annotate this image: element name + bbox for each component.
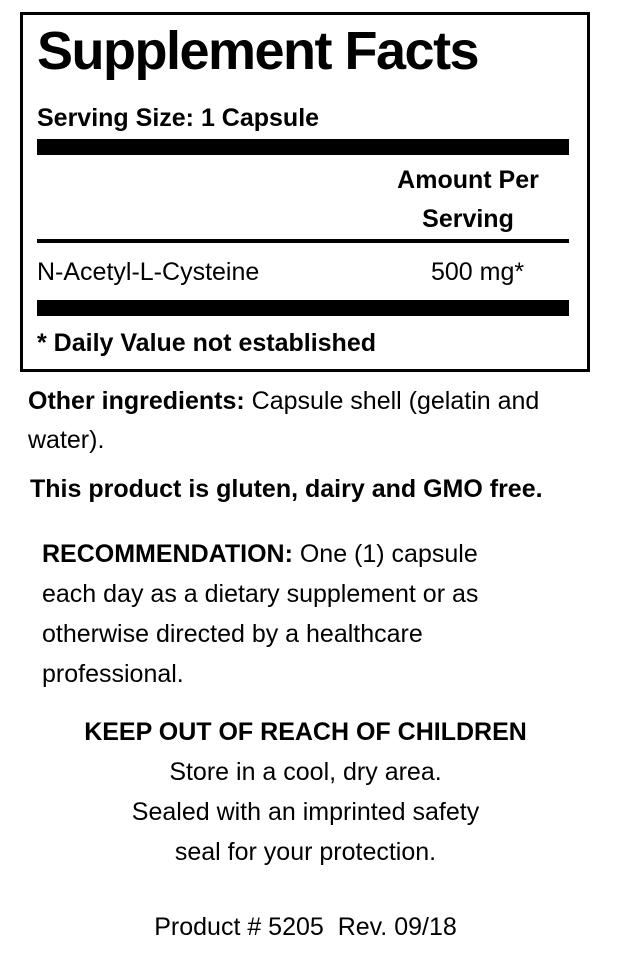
thin-divider bbox=[37, 239, 569, 243]
recommendation-line2: each day as a dietary supplement or as bbox=[42, 580, 479, 608]
thick-divider-bottom bbox=[37, 300, 569, 316]
allergen-free-statement: This product is gluten, dairy and GMO free. bbox=[30, 475, 543, 503]
serving-size: Serving Size: 1 Capsule bbox=[37, 104, 320, 132]
thick-divider-top bbox=[37, 139, 569, 155]
amount-per-serving-header bbox=[383, 161, 553, 239]
product-number: Product # 5205 Rev. 09/18 bbox=[154, 913, 457, 941]
recommendation-label: RECOMMENDATION: bbox=[42, 540, 293, 568]
warning-title: KEEP OUT OF REACH OF CHILDREN bbox=[84, 718, 527, 746]
warning-line3: seal for your protection. bbox=[174, 838, 437, 866]
recommendation-line3: otherwise directed by a healthcare bbox=[42, 620, 423, 648]
recommendation bbox=[42, 534, 542, 694]
amount-header-line1: Amount Per bbox=[397, 166, 539, 194]
ingredient-name: N-Acetyl-L-Cysteine bbox=[37, 258, 260, 286]
storage-warning bbox=[0, 712, 611, 872]
daily-value-note: * Daily Value not established bbox=[37, 329, 377, 357]
amount-header-line2: Serving bbox=[422, 205, 514, 233]
other-ingredients-label: Other ingredients: bbox=[28, 387, 245, 415]
other-ingredients bbox=[28, 382, 603, 460]
supplement-facts-title: Supplement Facts bbox=[37, 21, 479, 81]
supplement-facts-panel bbox=[20, 12, 590, 372]
recommendation-line4: professional. bbox=[42, 660, 184, 688]
recommendation-line1 bbox=[42, 534, 542, 574]
ingredient-amount: 500 mg* bbox=[431, 258, 525, 286]
warning-line1: Store in a cool, dry area. bbox=[169, 758, 442, 786]
other-ingredients-text: Capsule shell (gelatin and water). bbox=[28, 387, 540, 454]
warning-line2: Sealed with an imprinted safety bbox=[131, 798, 480, 826]
recommendation-line1-text: One (1) capsule bbox=[292, 540, 478, 568]
